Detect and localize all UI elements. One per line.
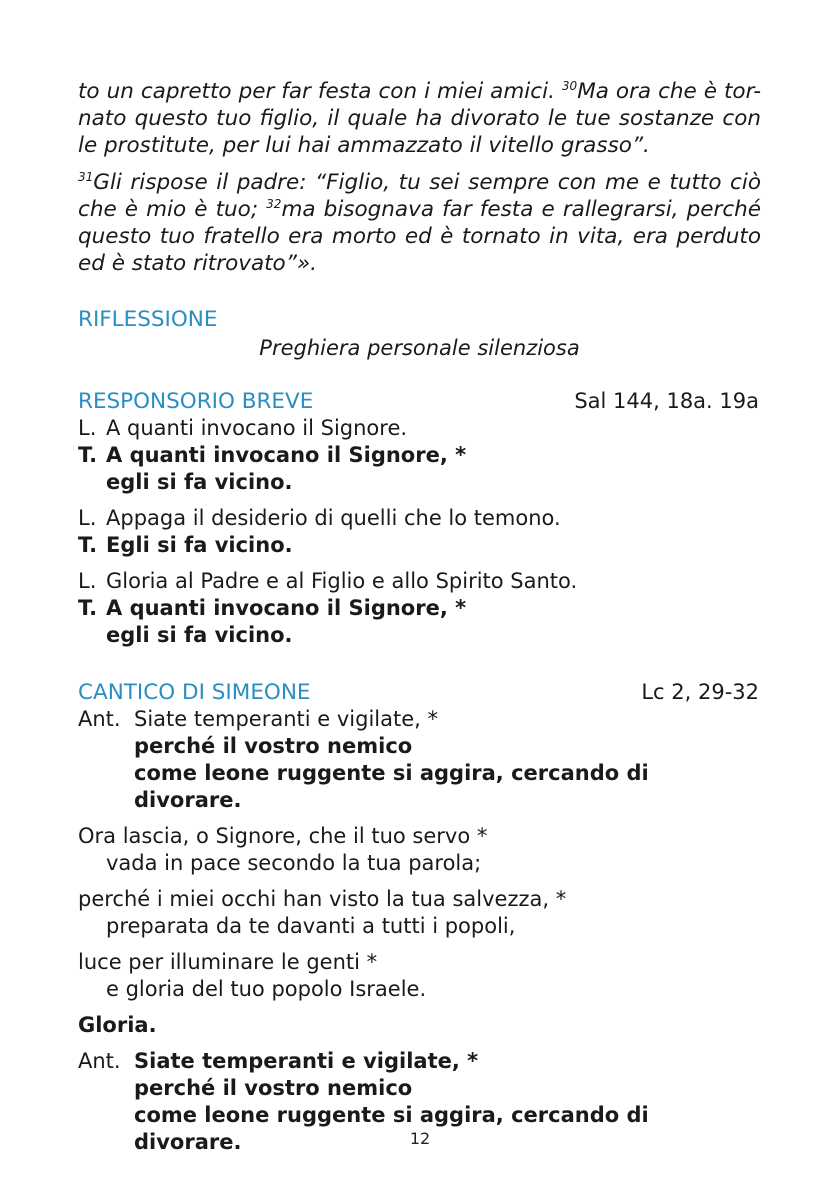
page-number: 12 (409, 1129, 431, 1148)
antiphon-label: Ant. (78, 707, 121, 731)
cantico-reference: Lc 2, 29-32 (641, 680, 759, 704)
verse-number: 32 (266, 197, 282, 211)
responsorio-reference: Sal 144, 18a. 19a (574, 389, 759, 413)
response-line: T. A quanti invocano il Signore, * (78, 596, 467, 620)
cantico-header (78, 679, 761, 706)
canticle-verse: luce per illuminare le genti * e gloria del tuo popolo Israele. (78, 950, 427, 1001)
lector-line: L. Appaga il desiderio di quelli che lo temono. (78, 506, 561, 530)
reading-text: ma bisognava far festa e rallegrarsi, perché questo tuo fratello era morto ed è tornato in vita, era perduto ed è stato ritrovato”». (78, 197, 762, 276)
reading-text: Gli rispose il padre: “Figlio, tu sei sempre con me e tutto ciò che è mio è tuo; (78, 170, 761, 222)
reading-paragraph-1 (78, 78, 761, 159)
canticle-verse: Ora lascia, o Signore, che il tuo servo * vada in pace secondo la tua parola; (78, 824, 488, 875)
cantico-heading: CANTICO DI SIMEONE (78, 680, 311, 705)
response-line-continued: egli si fa vicino. (106, 623, 293, 647)
reading-text: to un capretto per far festa con i miei amici. (78, 79, 562, 104)
antiphon-opening: Ant. Siate temperanti e vigilate, * perché il vostro nemico come leone ruggente si aggira, cercando di divorare. (78, 707, 649, 812)
response-line-continued: egli si fa vicino. (106, 470, 293, 494)
lector-line: L. Gloria al Padre e al Figlio e allo Spirito Santo. (78, 569, 578, 593)
cantico-section (78, 679, 761, 1156)
reading-paragraph-2 (78, 169, 761, 277)
riflessione-section (78, 306, 761, 362)
response-line: T. Egli si fa vicino. (78, 533, 293, 557)
antiphon-closing: Ant. Siate temperanti e vigilate, * perché il vostro nemico come leone ruggente si aggira, cercando di divorare. (78, 1049, 649, 1154)
riflessione-heading: RIFLESSIONE (78, 307, 218, 332)
verse-number: 30 (561, 79, 578, 93)
responsorio-section (78, 388, 761, 649)
responsorio-header (78, 388, 761, 415)
riflessione-subtitle: Preghiera personale silenziosa (259, 336, 580, 360)
lector-line: L. A quanti invocano il Signore. (78, 416, 408, 440)
response-line: T. A quanti invocano il Signore, * (78, 443, 467, 467)
verse-number: 31 (78, 170, 94, 184)
antiphon-label: Ant. (78, 1049, 121, 1073)
canticle-verse: perché i miei occhi han visto la tua salvezza, * preparata da te davanti a tutti i popoli, (78, 887, 567, 938)
page-content (78, 78, 761, 1156)
responsorio-heading: RESPONSORIO BREVE (78, 389, 314, 414)
gloria-line: Gloria. (78, 1013, 157, 1037)
reading-text: Ma ora che è tor-nato questo tuo figlio, il quale ha divorato le tue sostanze con le prostitute, per lui hai ammazzato il vitello grasso”. (78, 79, 762, 158)
